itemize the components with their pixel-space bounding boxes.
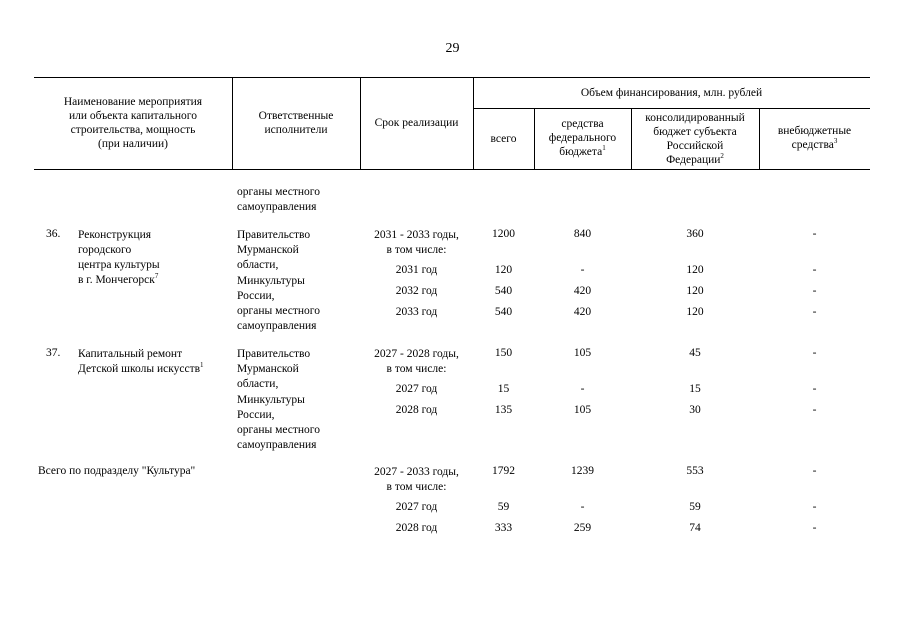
value-extra: - bbox=[812, 264, 817, 276]
value-extra: - bbox=[812, 404, 817, 416]
value-federal: 1239 bbox=[571, 465, 594, 477]
item-responsible: Правительство Мурманской области, Минкультуры России, органы местного самоуправления bbox=[237, 229, 320, 333]
value-regional: 59 bbox=[689, 501, 701, 513]
value-extra: - bbox=[812, 306, 817, 318]
value-federal: 420 bbox=[573, 306, 592, 318]
year-label: 2028 год bbox=[395, 522, 438, 534]
year-label: 2027 год bbox=[395, 501, 438, 513]
page-number: 29 bbox=[445, 41, 460, 56]
value-extra: - bbox=[812, 228, 817, 240]
item-responsible: Правительство Мурманской области, Минкультуры России, органы местного самоуправления bbox=[237, 348, 320, 452]
value-regional: 120 bbox=[686, 264, 704, 276]
value-federal: 259 bbox=[573, 522, 592, 534]
value-federal: 105 bbox=[573, 347, 592, 359]
item-name: Реконструкция городского центра культуры в г. Мончегорск$^7$ bbox=[78, 229, 160, 286]
funding-subheader-rule bbox=[473, 108, 870, 109]
header-funding-title: Объем финансирования, млн. рублей bbox=[580, 87, 763, 99]
item-name: Капитальный ремонт Детской школы искусств$^1$ bbox=[78, 348, 204, 375]
summary-term: 2027 - 2033 годы, в том числе: bbox=[374, 466, 459, 493]
value-federal: 105 bbox=[573, 404, 592, 416]
value-extra: - bbox=[812, 501, 817, 513]
value-federal: - bbox=[580, 264, 585, 276]
year-label: 2027 год bbox=[395, 383, 438, 395]
item-term: 2031 - 2033 годы, в том числе: bbox=[374, 229, 459, 256]
value-regional: 553 bbox=[686, 465, 704, 477]
value-regional: 74 bbox=[689, 522, 701, 534]
value-total: 59 bbox=[497, 501, 510, 513]
year-label: 2033 год bbox=[395, 306, 438, 318]
value-regional: 120 bbox=[686, 285, 704, 297]
value-total: 540 bbox=[494, 285, 513, 297]
value-federal: - bbox=[580, 383, 585, 395]
value-regional: 30 bbox=[689, 404, 701, 416]
value-federal: 420 bbox=[573, 285, 592, 297]
value-extra: - bbox=[812, 347, 817, 359]
header-term-column: Срок реализации bbox=[374, 117, 459, 129]
value-regional: 15 bbox=[689, 383, 701, 395]
header-total: всего bbox=[490, 133, 517, 145]
header-responsible-column: Ответственные исполнители bbox=[258, 110, 334, 136]
value-regional: 45 bbox=[689, 347, 701, 359]
value-total: 1792 bbox=[492, 465, 515, 477]
table-top-rule bbox=[34, 77, 870, 78]
year-label: 2028 год bbox=[395, 404, 438, 416]
value-extra: - bbox=[812, 465, 817, 477]
value-total: 135 bbox=[494, 404, 513, 416]
value-total: 120 bbox=[494, 264, 513, 276]
item-number: 37. bbox=[46, 347, 61, 359]
value-total: 540 bbox=[494, 306, 513, 318]
value-extra: - bbox=[812, 383, 817, 395]
value-total: 333 bbox=[494, 522, 513, 534]
summary-label: Всего по подразделу "Культура" bbox=[38, 465, 196, 477]
header-federal: средства федерального бюджета$^1$ bbox=[548, 118, 617, 158]
year-label: 2032 год bbox=[395, 285, 438, 297]
header-name-column: Наименование мероприятия или объекта капитального строительства, мощность (при наличии) bbox=[63, 96, 203, 150]
header-regional: консолидированный бюджет субъекта Российской Федерации$^2$ bbox=[645, 112, 745, 166]
value-regional: 120 bbox=[686, 306, 704, 318]
value-federal: - bbox=[580, 501, 585, 513]
item-term: 2027 - 2028 годы, в том числе: bbox=[374, 348, 459, 375]
item-number: 36. bbox=[46, 228, 61, 240]
header-bottom-rule bbox=[34, 169, 870, 170]
value-total: 1200 bbox=[492, 228, 515, 240]
value-total: 15 bbox=[497, 383, 510, 395]
year-label: 2031 год bbox=[395, 264, 438, 276]
value-federal: 840 bbox=[573, 228, 592, 240]
value-regional: 360 bbox=[686, 228, 704, 240]
value-extra: - bbox=[812, 285, 817, 297]
carryover-responsible: органы местного самоуправления bbox=[237, 186, 320, 213]
value-extra: - bbox=[812, 522, 817, 534]
header-extra: внебюджетные средства$^3$ bbox=[777, 125, 852, 151]
value-total: 150 bbox=[494, 347, 513, 359]
